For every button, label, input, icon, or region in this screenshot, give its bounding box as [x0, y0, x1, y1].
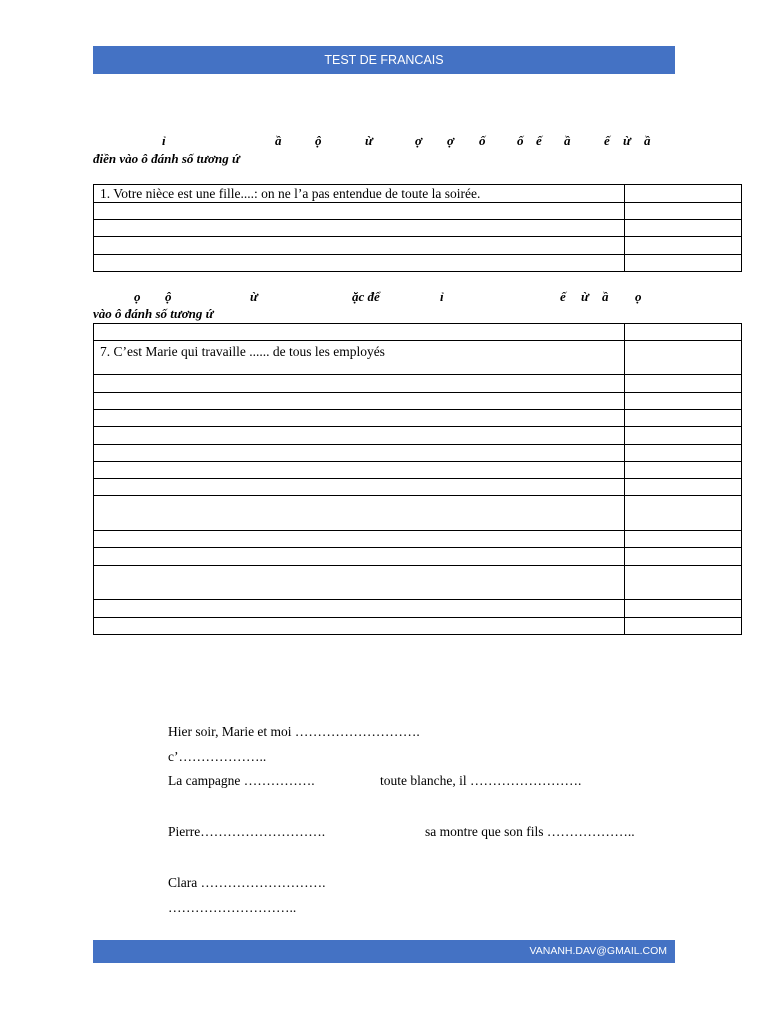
question-cell	[94, 220, 625, 237]
table-row	[94, 479, 742, 496]
heading-fragment: ừ	[581, 289, 589, 304]
answer-cell[interactable]	[625, 255, 742, 272]
exercise-line: Hier soir, Marie et moi ……………………….	[168, 724, 420, 739]
answer-cell[interactable]	[625, 375, 742, 393]
table-row	[94, 600, 742, 618]
answer-cell[interactable]	[625, 393, 742, 410]
table-row	[94, 203, 742, 220]
section2-heading-fragments	[93, 289, 693, 305]
table-row	[94, 324, 742, 341]
heading-fragment: ặc để	[352, 289, 380, 304]
document-title: TEST DE FRANCAIS	[324, 53, 444, 67]
question-cell	[94, 237, 625, 255]
table-row	[94, 618, 742, 635]
question-cell	[94, 393, 625, 410]
question-cell	[94, 479, 625, 496]
answer-cell[interactable]	[625, 324, 742, 341]
answer-cell[interactable]	[625, 566, 742, 600]
table-row	[94, 393, 742, 410]
heading-fragment: ừ	[365, 133, 373, 148]
heading-fragment: ỉ	[162, 133, 166, 148]
heading-fragment: ộ	[165, 289, 172, 304]
exercise-line: sa montre que son fils ………………..	[425, 824, 635, 839]
question-cell	[94, 255, 625, 272]
heading-fragment: ế	[536, 133, 542, 148]
header-bar	[93, 46, 675, 74]
answer-cell[interactable]	[625, 410, 742, 427]
question-cell	[94, 531, 625, 548]
answer-cell[interactable]	[625, 531, 742, 548]
heading-fragment: ợ	[415, 133, 422, 148]
table-row	[94, 237, 742, 255]
table-row	[94, 255, 742, 272]
heading-fragment: ố	[517, 133, 524, 148]
heading-fragment: ế	[560, 289, 566, 304]
answer-cell[interactable]	[625, 496, 742, 531]
section2-instruction: vào ô đánh số tương ứ	[93, 306, 214, 321]
section2-table	[93, 323, 742, 635]
heading-fragment: ầ	[602, 289, 609, 304]
table-row	[94, 462, 742, 479]
exercise-line: La campagne …………….	[168, 773, 315, 788]
table-row	[94, 341, 742, 375]
exercise-line: Clara ……………………….	[168, 875, 326, 890]
table-row	[94, 531, 742, 548]
question-cell	[94, 600, 625, 618]
answer-cell[interactable]	[625, 548, 742, 566]
question-cell	[94, 566, 625, 600]
table-row	[94, 220, 742, 237]
table-row	[94, 375, 742, 393]
heading-fragment: ầ	[275, 133, 282, 148]
table-row	[94, 427, 742, 445]
question-cell: 7. C’est Marie qui travaille ...... de tous les employés	[94, 341, 625, 375]
question-cell	[94, 375, 625, 393]
heading-fragment: ế	[604, 133, 610, 148]
heading-fragment: ỉ	[440, 289, 444, 304]
answer-cell[interactable]	[625, 600, 742, 618]
heading-fragment: ừ	[623, 133, 631, 148]
section1-heading-fragments	[93, 133, 693, 149]
question-cell	[94, 496, 625, 531]
heading-fragment: ừ	[250, 289, 258, 304]
question-cell	[94, 427, 625, 445]
table-row	[94, 185, 742, 203]
answer-cell[interactable]	[625, 203, 742, 220]
table-row	[94, 445, 742, 462]
question-cell	[94, 462, 625, 479]
table-row	[94, 410, 742, 427]
heading-fragment: ố	[479, 133, 486, 148]
question-cell	[94, 618, 625, 635]
footer-email: VANANH.DAV@GMAIL.COM	[529, 945, 667, 957]
answer-cell[interactable]	[625, 618, 742, 635]
table-row	[94, 548, 742, 566]
answer-cell[interactable]	[625, 185, 742, 203]
heading-fragment: ầ	[564, 133, 571, 148]
section1-instruction: điền vào ô đánh số tương ứ	[93, 151, 240, 166]
answer-cell[interactable]	[625, 237, 742, 255]
table-row	[94, 566, 742, 600]
answer-cell[interactable]	[625, 341, 742, 375]
heading-fragment: ọ	[635, 289, 642, 304]
question-cell	[94, 203, 625, 220]
table-row	[94, 496, 742, 531]
heading-fragment: ộ	[315, 133, 322, 148]
exercise-line: toute blanche, il …………………….	[380, 773, 582, 788]
exercise-line: Pierre……………………….	[168, 824, 326, 839]
question-cell	[94, 548, 625, 566]
exercise-line: c’………………..	[168, 749, 267, 764]
answer-cell[interactable]	[625, 479, 742, 496]
question-cell	[94, 324, 625, 341]
answer-cell[interactable]	[625, 445, 742, 462]
heading-fragment: ọ	[134, 289, 141, 304]
question-cell	[94, 445, 625, 462]
section1-table	[93, 184, 742, 272]
footer-bar	[93, 940, 675, 963]
answer-cell[interactable]	[625, 427, 742, 445]
exercise-line: ………………………..	[168, 900, 297, 915]
question-cell	[94, 410, 625, 427]
heading-fragment: ợ	[447, 133, 454, 148]
answer-cell[interactable]	[625, 462, 742, 479]
heading-fragment: ầ	[644, 133, 651, 148]
question-cell: 1. Votre nièce est une fille....: on ne l’a pas entendue de toute la soirée.	[94, 185, 625, 203]
answer-cell[interactable]	[625, 220, 742, 237]
